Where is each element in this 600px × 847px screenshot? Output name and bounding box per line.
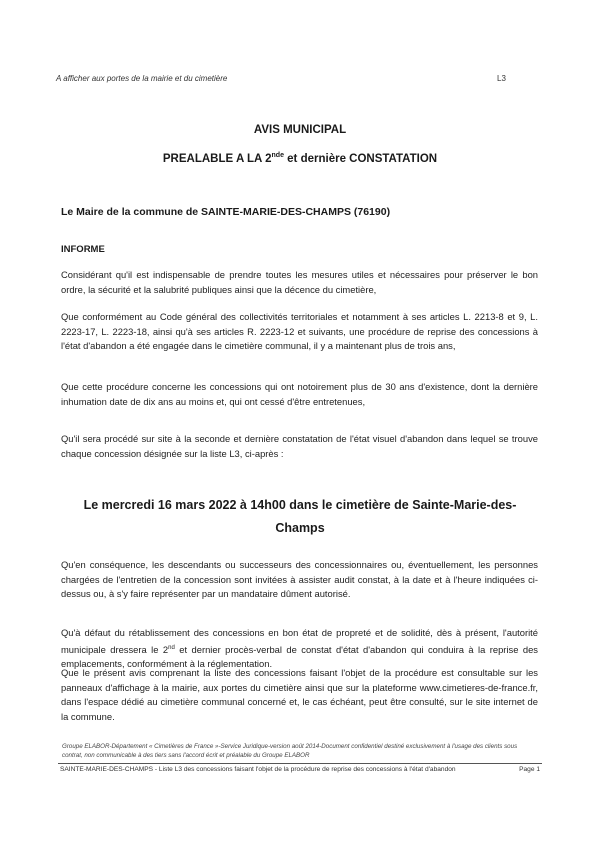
footer-divider bbox=[58, 763, 542, 764]
paragraph-constatation: Qu'il sera procédé sur site à la seconde et dernière constatation de l'état visuel d'abandon dans lequel se trouve chaque concession désignée sur la liste L3, ci-après : bbox=[61, 433, 538, 459]
paragraph-consequence: Qu'en conséquence, les descendants ou successeurs des concessionnaires ou, éventuellement, les personnes chargées de l'entretien de la concession sont invitées à assister audit constat, à la date et à l'heure indiquées ci-dessus ou, à s'y faire représenter par un mandataire dûment autorisé. bbox=[61, 559, 538, 600]
footer-list-title: SAINTE-MARIE-DES-CHAMPS - Liste L3 des concessions faisant l'objet de la procédure de reprise des concessions à l'état d'abandon bbox=[60, 766, 456, 773]
subtitle-superscript: nde bbox=[271, 152, 284, 159]
paragraph-considerant: Considérant qu'il est indispensable de prendre toutes les mesures utiles et nécessaires pour préserver le bon ordre, la sécurité et la salubrité publiques ainsi que la décence du cimetière, bbox=[61, 269, 538, 295]
p6-part-end: et dernier procès-verbal de constat d'état d'abandon qui conduira à la reprise des emplacements, conformément à la réglementation. bbox=[61, 643, 538, 670]
posting-instruction: A afficher aux portes de la mairie et du cimetière bbox=[56, 74, 228, 83]
p6-superscript: nd bbox=[168, 644, 175, 651]
subtitle-part: PREALABLE A LA 2 bbox=[162, 153, 272, 165]
paragraph-defaut bbox=[61, 626, 538, 672]
mayor-line: Le Maire de la commune de SAINTE-MARIE-DES-CHAMPS (76190) bbox=[61, 206, 391, 218]
p6-part: Qu'à défaut du rétablissement des concessions en bon état de propreté et de solidité, dès à présent, l'autorité municipale dressera le 2 bbox=[61, 627, 538, 655]
paragraph-code: Que conformément au Code général des collectivités territoriales et notamment à ses articles L. 2213-8 et 9, L. 2223-17, L. 2223-18, ainsi qu'à ses articles R. 2223-12 et suivants, une procédure de reprise des concessions à l'état d'abandon a été engagée dans le cimetière communal, il y a maintenant plus de trois ans, bbox=[61, 311, 538, 352]
paragraph-consultation: Que le présent avis comprenant la liste des concessions faisant l'objet de la procédure est consultable sur les panneaux d'affichage à la mairie, aux portes du cimetière ainsi que sur la plateforme www.cimetieres-de-france.fr, dans l'espace dédié au cimetière communal concerné et, le cas échéant, peut être consulté, sur le site internet de la commune. bbox=[61, 667, 538, 722]
list-reference: L3 bbox=[497, 74, 506, 83]
footer-line bbox=[60, 766, 540, 773]
footer-page-number: Page 1 bbox=[519, 766, 540, 773]
footer-legal-notice: Groupe ELABOR-Département « Cimetières de France »-Service Juridique-version août 2014-Document confidentiel destiné exclusivement à l'usage des clients sous contrat, non communicable à des tiers sans l'accord écrit et préalable du Groupe ELABOR bbox=[62, 743, 518, 759]
document-title: AVIS MUNICIPAL bbox=[253, 124, 347, 136]
informe-heading: INFORME bbox=[61, 244, 105, 255]
document-subtitle bbox=[0, 152, 600, 165]
event-date-place: Le mercredi 16 mars 2022 à 14h00 dans le cimetière de Sainte-Marie-des-Champs bbox=[83, 498, 517, 535]
subtitle-part-end: et dernière CONSTATATION bbox=[283, 153, 438, 165]
paragraph-procedure: Que cette procédure concerne les concessions qui ont notoirement plus de 30 ans d'existence, dont la dernière inhumation date de dix ans au moins et, qui ont cessé d'être entretenues, bbox=[61, 381, 538, 407]
